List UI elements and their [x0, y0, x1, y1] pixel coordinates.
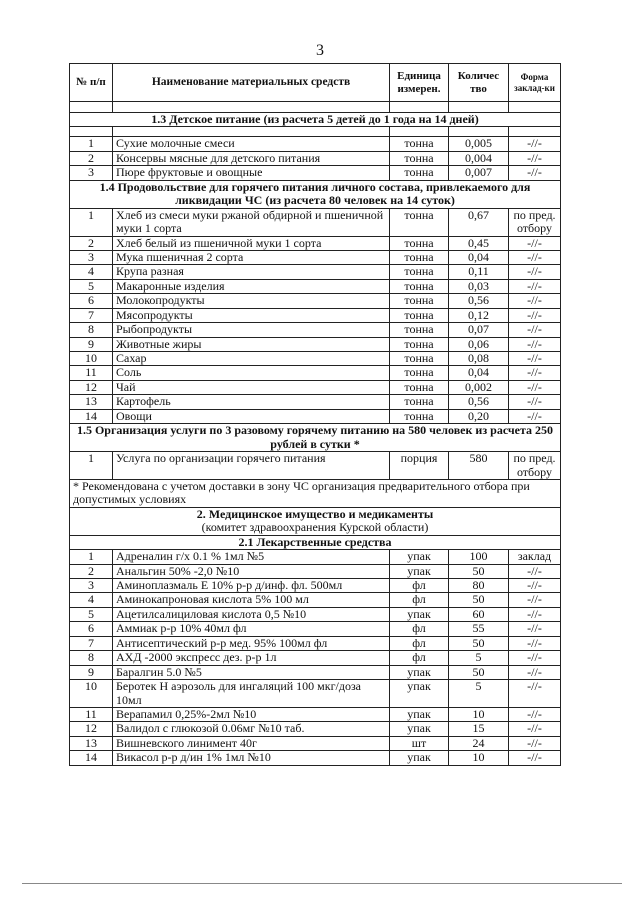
item-name: Рыбопродукты [113, 323, 390, 337]
section-2-heading: 2. Медицинское имущество и медикаменты [196, 506, 434, 521]
row-number: 1 [70, 208, 113, 236]
item-quantity: 55 [449, 622, 509, 636]
item-name: Аминоплазмаль Е 10% р-р д/инф. фл. 500мл [113, 579, 390, 593]
section-1-5-title [70, 424, 561, 452]
item-form: -//- [509, 607, 561, 621]
table-row [70, 707, 561, 721]
table-row [70, 166, 561, 180]
table-row [70, 722, 561, 736]
item-name: Анальгин 50% -2,0 №10 [113, 564, 390, 578]
item-unit: тонна [390, 323, 449, 337]
table-row [70, 380, 561, 394]
section-2-subheading: (комитет здравоохранения Курской области) [201, 520, 429, 535]
item-quantity: 50 [449, 593, 509, 607]
item-quantity: 0,08 [449, 352, 509, 366]
item-form: -//- [509, 395, 561, 409]
section-1-4-title-text: 1.4 Продовольствие для горячего питания личного состава, привлекаемого для ликвидации ЧС (из расчета 80 человек на 14 суток) [70, 180, 561, 208]
row-number: 3 [70, 250, 113, 264]
item-name: АХД -2000 экспресс дез. р-р 1л [113, 651, 390, 665]
table-row [70, 208, 561, 236]
item-unit: тонна [390, 352, 449, 366]
item-form: -//- [509, 137, 561, 151]
row-number: 5 [70, 607, 113, 621]
item-form: -//- [509, 636, 561, 650]
item-unit: упак [390, 680, 449, 708]
item-form: -//- [509, 680, 561, 708]
item-quantity: 0,07 [449, 323, 509, 337]
item-unit: тонна [390, 366, 449, 380]
item-form: -//- [509, 323, 561, 337]
row-number: 2 [70, 236, 113, 250]
item-name: Консервы мясные для детского питания [113, 151, 390, 165]
item-form: -//- [509, 579, 561, 593]
section-1-4-title [70, 180, 561, 208]
header-name: Наименование материальных средств [113, 64, 390, 102]
item-name: Хлеб из смеси муки ржаной обдирной и пшеничной муки 1 сорта [113, 208, 390, 236]
item-form: -//- [509, 279, 561, 293]
table-row [70, 579, 561, 593]
table-row [70, 250, 561, 264]
table-row [70, 279, 561, 293]
footnote-row [70, 479, 561, 507]
table-row [70, 352, 561, 366]
row-number: 13 [70, 395, 113, 409]
item-quantity: 0,005 [449, 137, 509, 151]
table-row [70, 593, 561, 607]
item-name: Хлеб белый из пшеничной муки 1 сорта [113, 236, 390, 250]
item-name: Беротек Н аэрозоль для ингаляций 100 мкг/доза 10мл [113, 680, 390, 708]
section-1-5-title-text: 1.5 Организация услуги по 3 разовому горячему питанию на 580 человек из расчета 250 рублей в сутки * [70, 424, 561, 452]
item-form: -//- [509, 751, 561, 765]
header-num: № п/п [70, 64, 113, 102]
table-row [70, 751, 561, 765]
item-unit: упак [390, 707, 449, 721]
section-2-1-title [70, 535, 561, 549]
item-form: -//- [509, 166, 561, 180]
row-number: 14 [70, 751, 113, 765]
item-quantity: 0,04 [449, 366, 509, 380]
table-row [70, 337, 561, 351]
row-number: 14 [70, 409, 113, 423]
item-unit: порция [390, 452, 449, 480]
item-unit: упак [390, 564, 449, 578]
item-name: Верапамил 0,25%-2мл №10 [113, 707, 390, 721]
item-quantity: 60 [449, 607, 509, 621]
row-number: 6 [70, 294, 113, 308]
row-number: 10 [70, 680, 113, 708]
item-quantity: 0,12 [449, 308, 509, 322]
item-unit: упак [390, 550, 449, 564]
item-form: по пред. отбору [509, 208, 561, 236]
item-form: -//- [509, 352, 561, 366]
item-unit: фл [390, 593, 449, 607]
item-unit: тонна [390, 337, 449, 351]
header-spacer-row [70, 102, 561, 113]
row-number: 12 [70, 722, 113, 736]
item-name: Аммиак р-р 10% 40мл фл [113, 622, 390, 636]
item-unit: тонна [390, 294, 449, 308]
section-1-3-title [70, 113, 561, 127]
table-row [70, 323, 561, 337]
row-number: 12 [70, 380, 113, 394]
table-row [70, 651, 561, 665]
item-name: Сахар [113, 352, 390, 366]
item-quantity: 0,67 [449, 208, 509, 236]
item-quantity: 5 [449, 651, 509, 665]
item-name: Услуга по организации горячего питания [113, 452, 390, 480]
section-2-title [70, 507, 561, 535]
item-form: -//- [509, 722, 561, 736]
item-name: Чай [113, 380, 390, 394]
item-quantity: 50 [449, 564, 509, 578]
item-name: Овощи [113, 409, 390, 423]
row-number: 3 [70, 166, 113, 180]
item-form: -//- [509, 151, 561, 165]
item-name: Сухие молочные смеси [113, 137, 390, 151]
item-unit: тонна [390, 308, 449, 322]
item-unit: упак [390, 751, 449, 765]
item-quantity: 0,04 [449, 250, 509, 264]
item-quantity: 0,45 [449, 236, 509, 250]
item-form: -//- [509, 665, 561, 679]
item-form: -//- [509, 651, 561, 665]
item-quantity: 100 [449, 550, 509, 564]
row-number: 4 [70, 593, 113, 607]
row-number: 10 [70, 352, 113, 366]
item-name: Аминокапроновая кислота 5% 100 мл [113, 593, 390, 607]
item-name: Викасол р-р д/ин 1% 1мл №10 [113, 751, 390, 765]
header-qty: Количес тво [449, 64, 509, 102]
item-form: -//- [509, 366, 561, 380]
item-form: -//- [509, 593, 561, 607]
item-unit: фл [390, 579, 449, 593]
row-number: 8 [70, 651, 113, 665]
table-row [70, 452, 561, 480]
table-row [70, 622, 561, 636]
materials-table [69, 63, 561, 766]
item-form: -//- [509, 707, 561, 721]
row-number: 2 [70, 564, 113, 578]
item-quantity: 50 [449, 636, 509, 650]
row-number: 2 [70, 151, 113, 165]
item-unit: тонна [390, 137, 449, 151]
section-1-3-title-text: 1.3 Детское питание (из расчета 5 детей до 1 года на 14 дней) [70, 113, 561, 127]
table-row [70, 294, 561, 308]
row-number: 6 [70, 622, 113, 636]
row-number: 4 [70, 265, 113, 279]
item-name: Вишневского линимент 40г [113, 736, 390, 750]
header-unit: Единица измерен. [390, 64, 449, 102]
item-name: Антисептический р-р мед. 95% 100мл фл [113, 636, 390, 650]
item-form: -//- [509, 409, 561, 423]
table-row [70, 151, 561, 165]
item-unit: тонна [390, 166, 449, 180]
item-name: Крупа разная [113, 265, 390, 279]
row-number: 13 [70, 736, 113, 750]
table-row [70, 636, 561, 650]
item-name: Баралгин 5.0 №5 [113, 665, 390, 679]
item-unit: упак [390, 665, 449, 679]
item-quantity: 580 [449, 452, 509, 480]
table-row [70, 607, 561, 621]
header-form: Форма заклад-ки [509, 64, 561, 102]
item-unit: тонна [390, 409, 449, 423]
item-unit: тонна [390, 250, 449, 264]
item-quantity: 10 [449, 751, 509, 765]
item-quantity: 24 [449, 736, 509, 750]
item-unit: тонна [390, 265, 449, 279]
item-quantity: 0,004 [449, 151, 509, 165]
item-unit: фл [390, 636, 449, 650]
row-number: 9 [70, 337, 113, 351]
table-row [70, 236, 561, 250]
item-quantity: 10 [449, 707, 509, 721]
row-number: 7 [70, 308, 113, 322]
page-number: 3 [316, 42, 324, 59]
table-row [70, 736, 561, 750]
item-unit: фл [390, 622, 449, 636]
row-number: 1 [70, 452, 113, 480]
row-number: 7 [70, 636, 113, 650]
item-name: Макаронные изделия [113, 279, 390, 293]
row-number: 8 [70, 323, 113, 337]
item-unit: фл [390, 651, 449, 665]
item-unit: упак [390, 722, 449, 736]
item-unit: тонна [390, 208, 449, 236]
table-row [70, 265, 561, 279]
row-number: 1 [70, 137, 113, 151]
item-form: -//- [509, 236, 561, 250]
bottom-rule [22, 883, 622, 884]
item-quantity: 50 [449, 665, 509, 679]
item-name: Ацетилсалициловая кислота 0,5 №10 [113, 607, 390, 621]
item-name: Адреналин г/х 0.1 % 1мл №5 [113, 550, 390, 564]
table-row [70, 137, 561, 151]
table-row [70, 680, 561, 708]
item-name: Мясопродукты [113, 308, 390, 322]
item-quantity: 0,56 [449, 395, 509, 409]
item-name: Мука пшеничная 2 сорта [113, 250, 390, 264]
item-form: -//- [509, 265, 561, 279]
item-quantity: 0,06 [449, 337, 509, 351]
table-row [70, 395, 561, 409]
item-form: -//- [509, 308, 561, 322]
row-number: 9 [70, 665, 113, 679]
item-quantity: 0,20 [449, 409, 509, 423]
item-unit: тонна [390, 279, 449, 293]
row-number: 5 [70, 279, 113, 293]
item-name: Соль [113, 366, 390, 380]
section-2-1-title-text: 2.1 Лекарственные средства [70, 535, 561, 549]
row-number: 1 [70, 550, 113, 564]
item-name: Картофель [113, 395, 390, 409]
item-form: -//- [509, 337, 561, 351]
footnote-text: * Рекомендована с учетом доставки в зону ЧС организация предварительного отбора при допустимых условиях [70, 479, 561, 507]
item-form: -//- [509, 250, 561, 264]
item-name: Пюре фруктовые и овощные [113, 166, 390, 180]
item-unit: тонна [390, 380, 449, 394]
item-quantity: 0,007 [449, 166, 509, 180]
item-form: -//- [509, 622, 561, 636]
item-quantity: 5 [449, 680, 509, 708]
table-row [70, 308, 561, 322]
table-row [70, 550, 561, 564]
item-form: -//- [509, 564, 561, 578]
item-name: Животные жиры [113, 337, 390, 351]
section-1-3-gap [70, 127, 561, 137]
item-quantity: 15 [449, 722, 509, 736]
item-form: по пред. отбору [509, 452, 561, 480]
item-unit: тонна [390, 236, 449, 250]
row-number: 3 [70, 579, 113, 593]
item-form: -//- [509, 380, 561, 394]
item-quantity: 0,11 [449, 265, 509, 279]
item-quantity: 0,03 [449, 279, 509, 293]
table-row [70, 409, 561, 423]
table-row [70, 564, 561, 578]
item-unit: тонна [390, 395, 449, 409]
table-row [70, 665, 561, 679]
item-quantity: 80 [449, 579, 509, 593]
table-row [70, 366, 561, 380]
item-name: Молокопродукты [113, 294, 390, 308]
item-quantity: 0,56 [449, 294, 509, 308]
item-unit: шт [390, 736, 449, 750]
row-number: 11 [70, 366, 113, 380]
item-unit: упак [390, 607, 449, 621]
row-number: 11 [70, 707, 113, 721]
item-unit: тонна [390, 151, 449, 165]
item-form: заклад [509, 550, 561, 564]
item-quantity: 0,002 [449, 380, 509, 394]
item-form: -//- [509, 736, 561, 750]
item-name: Валидол с глюкозой 0.06мг №10 таб. [113, 722, 390, 736]
table-header-row [70, 64, 561, 102]
item-form: -//- [509, 294, 561, 308]
